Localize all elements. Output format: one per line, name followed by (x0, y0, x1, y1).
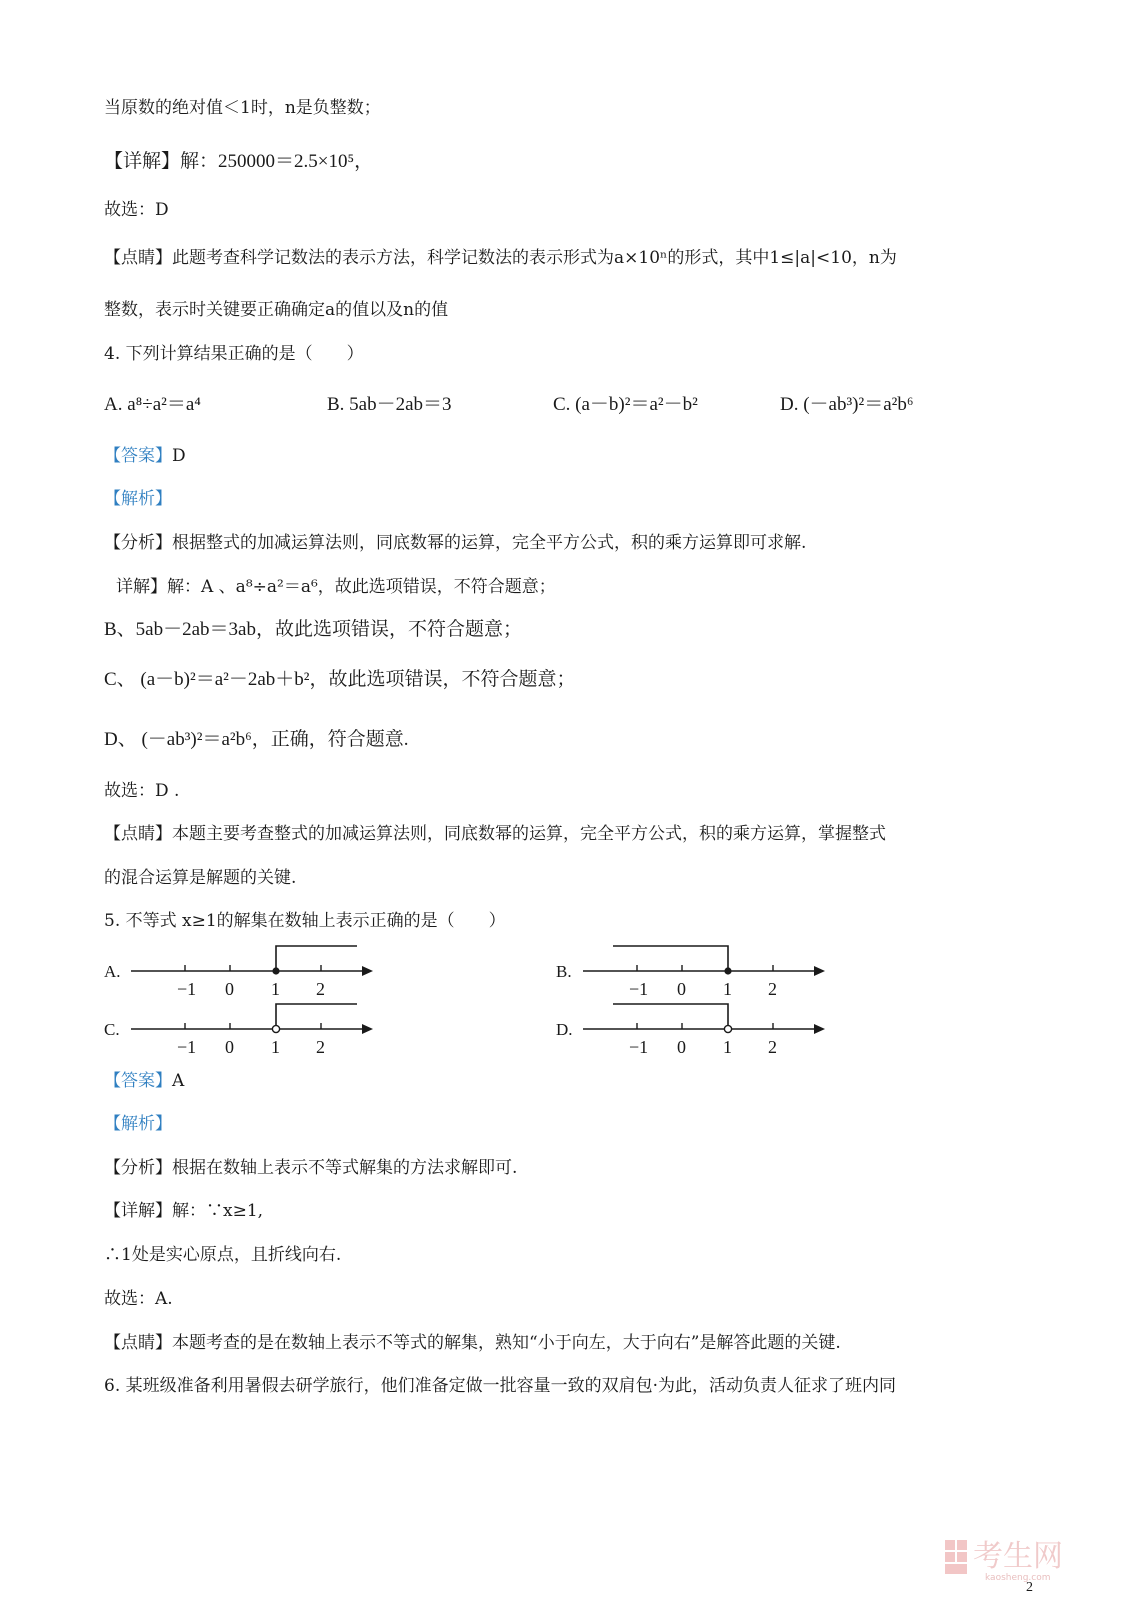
fenxi-tag: 【分析】 (104, 1158, 172, 1178)
answer-value: A (172, 1071, 185, 1091)
dianjing-tag: 【点睛】 (104, 824, 172, 844)
tick-label: 0 (225, 1037, 234, 1057)
dianjing-tag: 【点睛】 (104, 248, 172, 268)
question-4-options (104, 393, 1004, 417)
question-4-stem: 4. 下列计算结果正确的是（ ） (104, 344, 364, 364)
detail-text: 解：∵x≥1, (172, 1201, 264, 1221)
analysis-tag: 【解析】 (104, 489, 172, 509)
text-line: 的混合运算是解题的关键. (104, 868, 297, 888)
option-label: B. (556, 962, 572, 981)
tick-label: 1 (723, 979, 732, 999)
text-line: 整数，表示时关键要正确确定a的值以及n的值 (104, 300, 449, 320)
option-b: B. 5ab－2ab＝3 (327, 394, 452, 415)
text-line (104, 1156, 517, 1180)
text-line: D、 (－ab³)²＝a²b⁶，正确，符合题意. (104, 729, 409, 750)
answer-tag: 【答案】 (104, 1071, 172, 1091)
text-line (104, 150, 373, 174)
answer-value: D (172, 446, 186, 466)
tick-label: 2 (768, 1037, 777, 1057)
tick-label: 0 (225, 979, 234, 999)
tick-label: 0 (677, 979, 686, 999)
question-5-stem: 5. 不等式 x≥1的解集在数轴上表示正确的是（ ） (104, 911, 506, 931)
text-line (104, 822, 886, 846)
watermark-url: kaosheng.com (985, 1573, 1051, 1583)
tick-label: 1 (271, 979, 280, 999)
answer-line (104, 1069, 184, 1093)
text-line: 故选：D (104, 200, 169, 220)
text-line (104, 1199, 263, 1223)
fenxi-text: 根据在数轴上表示不等式解集的方法求解即可. (172, 1158, 518, 1178)
tick-label: −1 (177, 979, 197, 999)
text-line: 故选：D . (104, 781, 180, 801)
tick-label: −1 (629, 1037, 649, 1057)
page-number: 2 (1026, 1580, 1033, 1595)
tick-label: 1 (723, 1037, 732, 1057)
text-line: ∴1处是实心原点，且折线向右. (104, 1245, 342, 1265)
answer-line (104, 444, 186, 468)
option-label: C. (104, 1020, 120, 1039)
option-c: C. (a－b)²＝a²－b² (553, 394, 698, 415)
text-line (104, 246, 897, 270)
detail-tag: 【详解】 (104, 151, 181, 172)
option-d: D. (－ab³)²＝a²b⁶ (780, 394, 914, 415)
tick-label: 1 (271, 1037, 280, 1057)
tick-label: 0 (677, 1037, 686, 1057)
detail-tag: 【详解】 (104, 1201, 172, 1221)
tick-label: 2 (316, 1037, 325, 1057)
fenxi-text: 根据整式的加减运算法则，同底数幂的运算，完全平方公式，积的乘方运算即可求解. (172, 533, 807, 553)
watermark-text: 考生网 (973, 1539, 1063, 1574)
text-line: 详解】解：A 、a⁸÷a²＝a⁶，故此选项错误，不符合题意； (116, 577, 556, 597)
question-6-stem: 6. 某班级准备利用暑假去研学旅行，他们准备定做一批容量一致的双肩包·为此，活动负责人征求了班内同 (104, 1376, 897, 1396)
number-line-c (125, 998, 385, 1069)
tick-label: −1 (177, 1037, 197, 1057)
analysis-tag: 【解析】 (104, 1114, 172, 1134)
logo-icon (945, 1540, 967, 1574)
tick-label: 2 (316, 979, 325, 999)
detail-text: 解：250000＝2.5×10⁵， (180, 151, 374, 172)
option-a: A. a⁸÷a²＝a⁴ (104, 394, 201, 415)
dianjing-tag: 【点睛】 (104, 1333, 172, 1353)
text-line (104, 1331, 841, 1355)
option-label: A. (104, 962, 121, 981)
text-line: B、5ab－2ab＝3ab，故此选项错误，不符合题意； (104, 619, 522, 640)
fenxi-tag: 【分析】 (104, 533, 172, 553)
tick-label: 2 (768, 979, 777, 999)
dianjing-text: 本题考查的是在数轴上表示不等式的解集，熟知“小于向左，大于向右”是解答此题的关键. (172, 1333, 841, 1353)
tick-label: −1 (629, 979, 649, 999)
text-line (104, 531, 806, 555)
text-line: 当原数的绝对值＜1时，n是负整数； (104, 98, 381, 118)
answer-tag: 【答案】 (104, 446, 172, 466)
text-line: C、 (a－b)²＝a²－2ab＋b²，故此选项错误，不符合题意； (104, 669, 576, 690)
dianjing-text: 本题主要考查整式的加减运算法则，同底数幂的运算，完全平方公式，积的乘方运算，掌握整式 (172, 824, 886, 844)
number-line-d (577, 998, 837, 1069)
text-line: 故选：A. (104, 1289, 173, 1309)
option-label: D. (556, 1020, 573, 1039)
dianjing-text: 此题考查科学记数法的表示方法，科学记数法的表示形式为a×10ⁿ的形式，其中1≤|a|<10，n为 (172, 248, 897, 268)
watermark-logo (945, 1534, 1105, 1584)
